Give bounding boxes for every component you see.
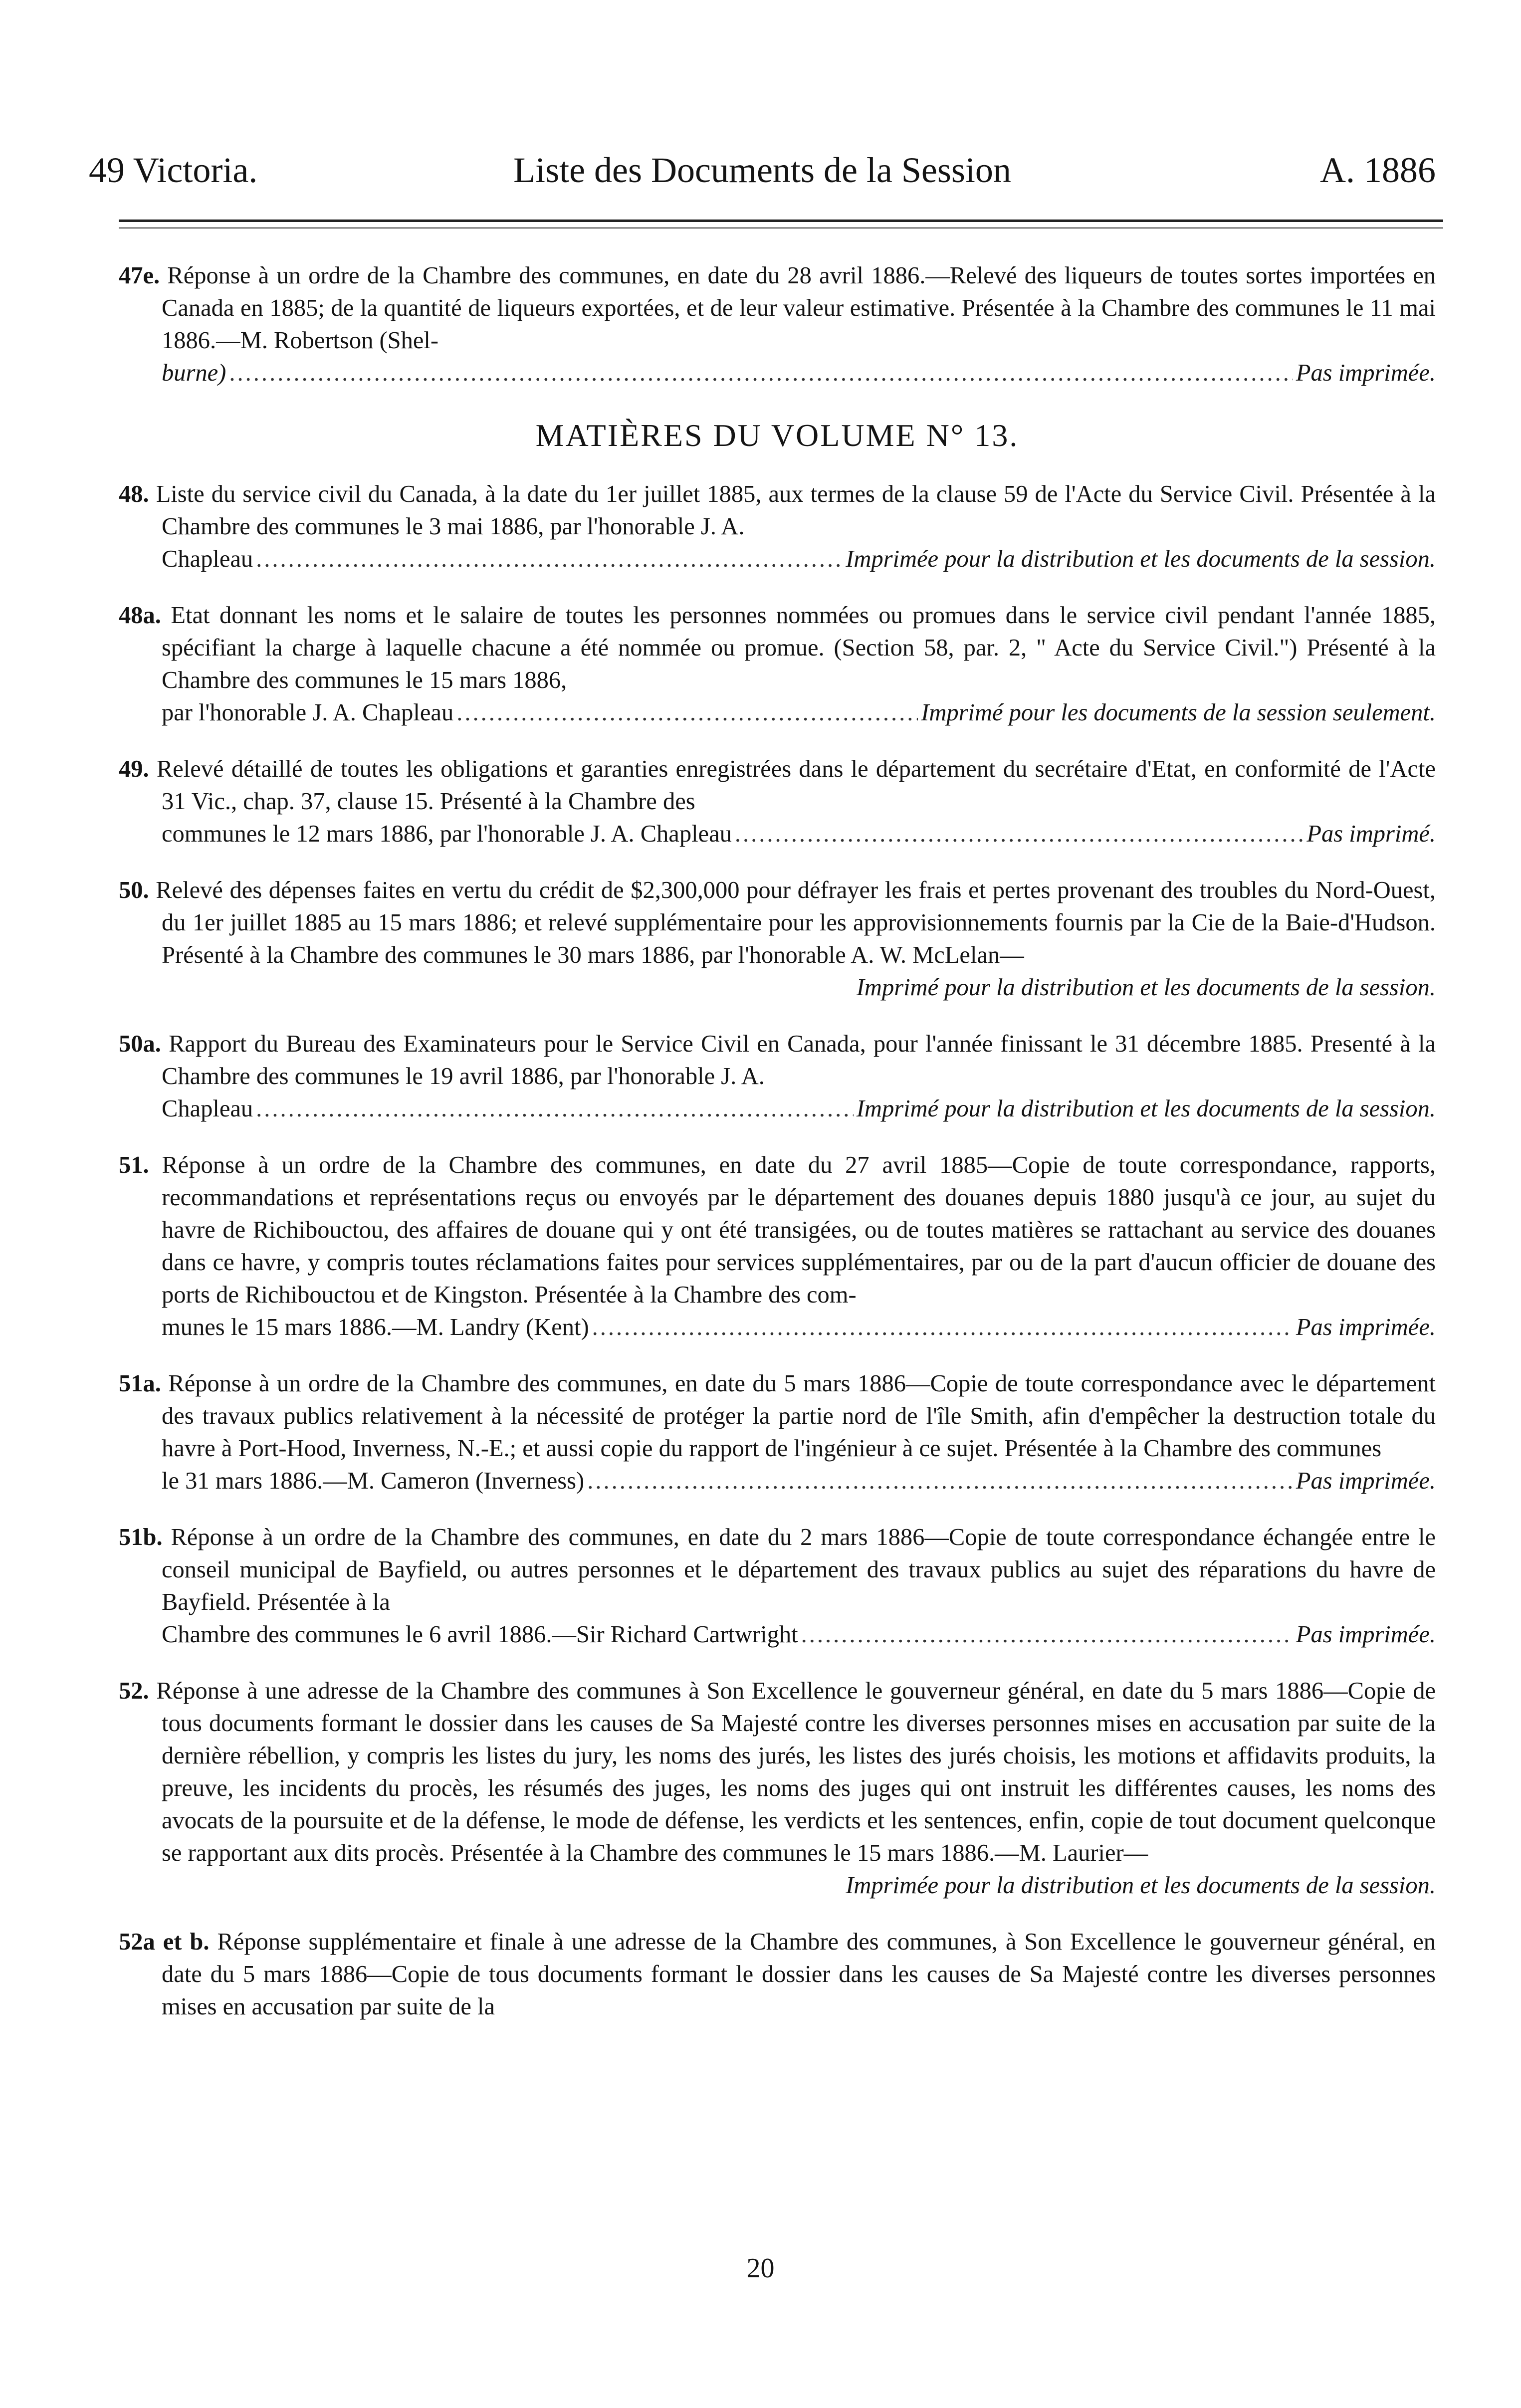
- entry-leader: [162, 818, 1436, 850]
- entry-50: [119, 874, 1436, 1004]
- print-status: Imprimé pour la distribution et les documents de la session.: [856, 1095, 1436, 1122]
- entry-48: [119, 478, 1436, 575]
- print-status: Pas imprimée.: [1296, 1468, 1436, 1494]
- running-header: [89, 143, 1436, 198]
- entry-text: Réponse à une adresse de la Chambre des communes à Son Excellence le gouverneur général, en date du 5 mars 1886—Copie de tous documents formant le dossier dans les causes de Sa Majesté contre les diverses personnes mises en accusation par suite de la dernière rébellion, y compris les listes du jury, les noms des jurés, les listes des jurés choisis, les motions et affidavits produits, la preuve, les incidents du procès, les résumés des juges, les noms des juges qui ont instruit les différentes causes, les noms des avocats de la poursuite et de la défense, le mode de défense, les verdicts et les sentences, enfin, copie de tout document quelconque se rapportant aux dits procès. Présentée à la Chambre des communes le 15 mars 1886.—M. Laurier—: [156, 1678, 1436, 1866]
- entry-number: 50a.: [119, 1031, 161, 1057]
- leader-text: munes le 15 mars 1886.—M. Landry (Kent): [162, 1314, 589, 1340]
- entry-leader: [162, 543, 1436, 575]
- entry-text: Relevé des dépenses faites en vertu du crédit de $2,300,000 pour défrayer les frais et pertes provenant des troubles du Nord-Ouest, du 1er juillet 1885 au 15 mars 1886; et relevé supplémentaire pour les approvisionnements fournis par la Cie de la Baie-d'Hudson. Présenté à la Chambre des communes le 30 mars 1886, par l'honorable A. W. McLelan—: [156, 877, 1436, 968]
- leader-text: le 31 mars 1886.—M. Cameron (Inverness): [162, 1468, 585, 1494]
- print-status: Pas imprimée.: [1296, 1314, 1436, 1340]
- entry-text: Rapport du Bureau des Examinateurs pour le Service Civil en Canada, pour l'année finissant le 31 décembre 1885. Presenté à la Chambre des communes le 19 avril 1886, par l'honorable J. A.: [162, 1031, 1436, 1090]
- entry-number: 49.: [119, 756, 149, 782]
- print-status: Pas imprimée.: [1296, 360, 1436, 386]
- entry-number: 48.: [119, 481, 149, 507]
- entry-text: Réponse à un ordre de la Chambre des communes, en date du 28 avril 1886.—Relevé des liqueurs de toutes sortes importées en Canada en 1885; de la quantité de liqueurs exportées, et de leur valeur estimative. Présentée à la Chambre des communes le 11 mai 1886.—M. Robertson (Shel-: [162, 262, 1436, 354]
- header-right: A. 1886: [1320, 150, 1436, 190]
- entry-51: [119, 1149, 1436, 1343]
- header-left: 49 Victoria.: [89, 150, 258, 190]
- dot-leader: [592, 1311, 1293, 1343]
- dot-leader: [456, 696, 918, 729]
- leader-text: Chapleau: [162, 1095, 253, 1122]
- dot-leader: [587, 1465, 1293, 1497]
- leader-text: communes le 12 mars 1886, par l'honorable J. A. Chapleau: [162, 821, 732, 847]
- leader-text: par l'honorable J. A. Chapleau: [162, 699, 454, 726]
- entry-47e: [119, 259, 1436, 389]
- print-status: Imprimé pour la distribution et les documents de la session.: [856, 974, 1436, 1001]
- entry-number: 47e.: [119, 262, 160, 289]
- entry-text: Liste du service civil du Canada, à la date du 1er juillet 1885, aux termes de la clause 59 de l'Acte du Service Civil. Présentée à la Chambre des communes le 3 mai 1886, par l'honorable J. A.: [156, 481, 1436, 540]
- entry-text: Relevé détaillé de toutes les obligations et garanties enregistrées dans le département du secrétaire d'Etat, en conformité de l'Acte 31 Vic., chap. 37, clause 15. Présenté à la Chambre des: [156, 756, 1436, 815]
- entry-48a: [119, 599, 1436, 729]
- entry-51b: [119, 1521, 1436, 1651]
- entry-leader: [162, 1093, 1436, 1125]
- print-status: Pas imprimé.: [1306, 821, 1436, 847]
- entry-text: Etat donnant les noms et le salaire de toutes les personnes nommées ou promues dans le service civil pendant l'année 1885, spécifiant la charge à laquelle chacune a été nommée ou promue. (Section 58, par. 2, " Acte du Service Civil.") Présenté à la Chambre des communes le 15 mars 1886,: [162, 602, 1436, 693]
- entry-number: 52a et b.: [119, 1929, 210, 1955]
- entry-text: Réponse à un ordre de la Chambre des communes, en date du 5 mars 1886—Copie de toute correspondance avec le département des travaux publics relativement à la nécessité de protéger la partie nord de l'île Smith, afin d'empêcher la destruction totale du havre à Port-Hood, Inverness, N.-E.; et aussi copie du rapport de l'ingénieur à ce sujet. Présentée à la Chambre des communes: [162, 1370, 1436, 1462]
- header-center: Liste des Documents de la Session: [513, 150, 1011, 190]
- dot-leader: [801, 1618, 1293, 1651]
- leader-text: Chambre des communes le 6 avril 1886.—Sir Richard Cartwright: [162, 1621, 798, 1648]
- entry-text: Réponse supplémentaire et finale à une adresse de la Chambre des communes, à Son Excellence le gouverneur général, en date du 5 mars 1886—Copie de tous documents formant le dossier dans les causes de Sa Majesté contre les diverses personnes mises en accusation par suite de la: [162, 1929, 1436, 2020]
- entry-50a: [119, 1028, 1436, 1125]
- entry-number: 51a.: [119, 1370, 161, 1397]
- entry-number: 48a.: [119, 602, 161, 629]
- print-status: Imprimée pour la distribution et les documents de la session.: [846, 1872, 1436, 1899]
- print-status: Imprimé pour les documents de la session seulement.: [921, 699, 1436, 726]
- entry-leader: [162, 696, 1436, 729]
- document-list: [119, 259, 1436, 2047]
- entry-number: 51b.: [119, 1524, 163, 1550]
- page-number: 20: [746, 2253, 775, 2284]
- header-rule-thick: [119, 219, 1443, 222]
- entry-number: 50.: [119, 877, 149, 903]
- section-title: MATIÈRES DU VOLUME N° 13.: [535, 418, 1019, 453]
- entry-52: [119, 1675, 1436, 1902]
- dot-leader: [229, 357, 1293, 389]
- entry-number: 51.: [119, 1152, 149, 1178]
- entry-52a-b: [119, 1926, 1436, 2023]
- header-rule-thin: [119, 227, 1443, 228]
- entry-number: 52.: [119, 1678, 149, 1704]
- dot-leader: [256, 1093, 854, 1125]
- leader-text: Chapleau: [162, 546, 253, 572]
- entry-49: [119, 753, 1436, 850]
- dot-leader: [735, 818, 1304, 850]
- entry-leader: [162, 357, 1436, 389]
- print-status: Imprimée pour la distribution et les documents de la session.: [846, 546, 1436, 572]
- print-status: Pas imprimée.: [1296, 1621, 1436, 1648]
- entry-leader: [162, 1311, 1436, 1343]
- entry-leader: [162, 1465, 1436, 1497]
- entry-51a: [119, 1367, 1436, 1497]
- entry-text: Réponse à un ordre de la Chambre des communes, en date du 2 mars 1886—Copie de toute correspondance échangée entre le conseil municipal de Bayfield, ou autres personnes et le département des travaux publics au sujet des réparations du havre de Bayfield. Présentée à la: [162, 1524, 1436, 1615]
- dot-leader: [256, 543, 843, 575]
- entry-leader: [162, 1618, 1436, 1651]
- leader-text: burne): [162, 360, 226, 386]
- entry-text: Réponse à un ordre de la Chambre des communes, en date du 27 avril 1885—Copie de toute correspondance, rapports, recommandations et représentations reçus ou envoyés par le département des douanes depuis 1880 jusqu'à ce jour, au sujet du havre de Richibouctou, des affaires de douane qui y ont été transigées, ou de toutes matières se rattachant au service des douanes dans ce havre, y compris toutes réclamations faites pour services supplémentaires, par ou de la part d'aucun officier de douane des ports de Richibouctou et de Kingston. Présentée à la Chambre des com-: [162, 1152, 1436, 1308]
